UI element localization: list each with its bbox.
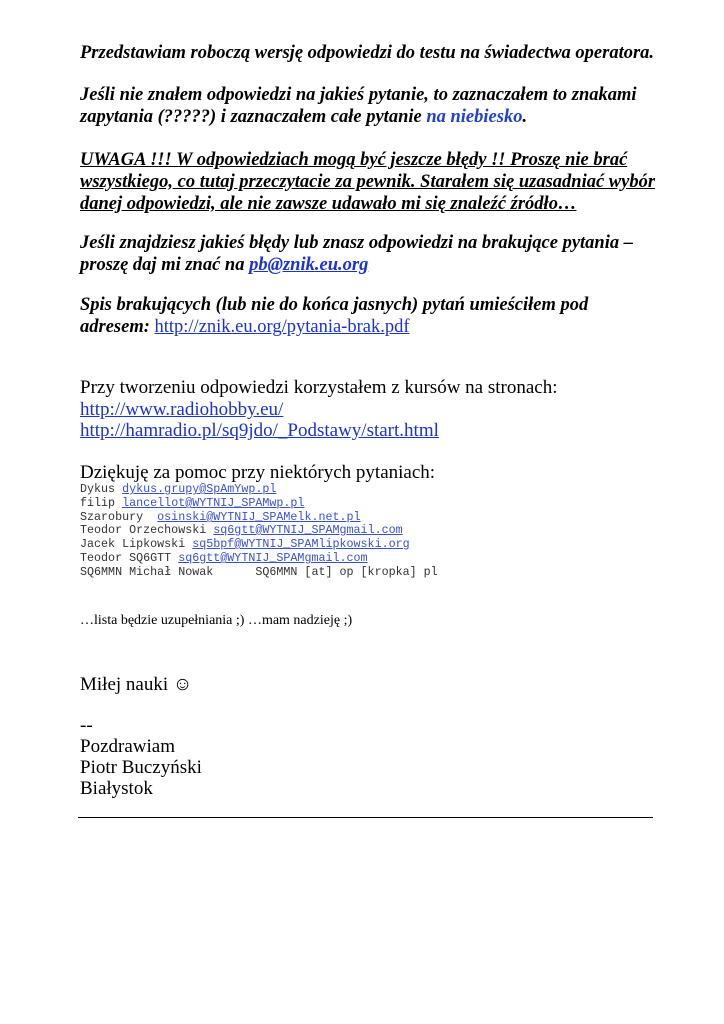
- thanks-email-link[interactable]: dykus.grupy@SpAmYwp.pl: [122, 482, 277, 496]
- signature-greeting: Pozdrawiam: [80, 736, 175, 757]
- missing-list-url-link[interactable]: http://znik.eu.org/pytania-brak.pdf: [154, 317, 410, 337]
- radiohobby-link[interactable]: http://www.radiohobby.eu/: [80, 399, 284, 420]
- thanks-row-last: SQ6MMN Michał Nowak SQ6MMN [at] op [kropka] pl: [80, 565, 438, 579]
- thanks-row: [80, 496, 304, 510]
- missing-list-text: Spis brakujących (lub nie do końca jasnych) pytań umieściłem pod adresem:: [80, 295, 589, 337]
- intro-paragraph: Przedstawiam roboczą wersję odpowiedzi do testu na świadectwa operatora.: [80, 43, 655, 63]
- thanks-row: [80, 510, 361, 524]
- blue-marker-text: na niebiesko: [426, 107, 523, 127]
- thanks-name: Teodor Orzechowski: [80, 523, 214, 537]
- contact-text: Jeśli znajdziesz jakieś błędy lub znasz odpowiedzi na brakujące pytania – proszę daj mi znać na: [80, 233, 633, 275]
- closing-wish-text: Miłej nauki: [80, 674, 173, 695]
- unknown-answers-paragraph: [80, 84, 660, 128]
- thanks-email-link[interactable]: osinski@WYTNIJ_SPAMelk.net.pl: [157, 510, 361, 524]
- unknown-answers-text: Jeśli nie znałem odpowiedzi na jakieś pytanie, to zaznaczałem to znakami zapytania (?????) i zaznaczałem całe pytanie: [80, 85, 637, 127]
- signature-name: Piotr Buczyński: [80, 757, 202, 778]
- warning-paragraph: UWAGA !!! W odpowiedziach mogą być jeszcze błędy !! Proszę nie brać wszystkiego, co tutaj przeczytacie za pewnik. Starałem się uzasadniać wybór danej odpowiedzi, ale nie zawsze udawało mi się znaleźć źródło…: [80, 150, 656, 214]
- thanks-name: filip: [80, 496, 123, 510]
- contact-paragraph: [80, 232, 660, 276]
- thanks-row: [80, 537, 410, 551]
- thanks-name: Jacek Lipkowski: [80, 537, 193, 551]
- courses-intro: Przy tworzeniu odpowiedzi korzystałem z kursów na stronach:: [80, 377, 558, 398]
- thanks-email-link[interactable]: lancellot@WYTNIJ_SPAMwp.pl: [122, 496, 305, 510]
- thanks-row: [80, 551, 368, 565]
- closing-wish: [80, 674, 192, 696]
- smiley-icon: ☺: [172, 674, 193, 695]
- bottom-divider: [78, 817, 653, 818]
- thanks-row: [80, 523, 403, 537]
- missing-list-paragraph: [80, 294, 660, 338]
- thanks-email-link[interactable]: sq6gtt@WYTNIJ_SPAMgmail.com: [178, 551, 368, 565]
- thanks-name: Dykus: [80, 482, 123, 496]
- thanks-intro: Dziękuję za pomoc przy niektórych pytaniach:: [80, 462, 436, 483]
- thanks-email-link[interactable]: sq6gtt@WYTNIJ_SPAMgmail.com: [213, 523, 403, 537]
- signature-city: Białystok: [80, 778, 153, 799]
- list-note: …lista będzie uzupełniania ;) …mam nadzieję ;): [80, 613, 353, 628]
- thanks-email-link[interactable]: sq5bpf@WYTNIJ_SPAMlipkowski.org: [192, 537, 410, 551]
- signature-dash: --: [80, 715, 93, 736]
- period: .: [522, 107, 528, 127]
- hamradio-link[interactable]: http://hamradio.pl/sq9jdo/_Podstawy/start.html: [80, 420, 439, 441]
- thanks-name: Teodor SQ6GTT: [80, 551, 179, 565]
- contact-email-link[interactable]: pb@znik.eu.org: [249, 255, 369, 275]
- thanks-row: [80, 482, 276, 496]
- thanks-name: Szarobury: [80, 510, 158, 524]
